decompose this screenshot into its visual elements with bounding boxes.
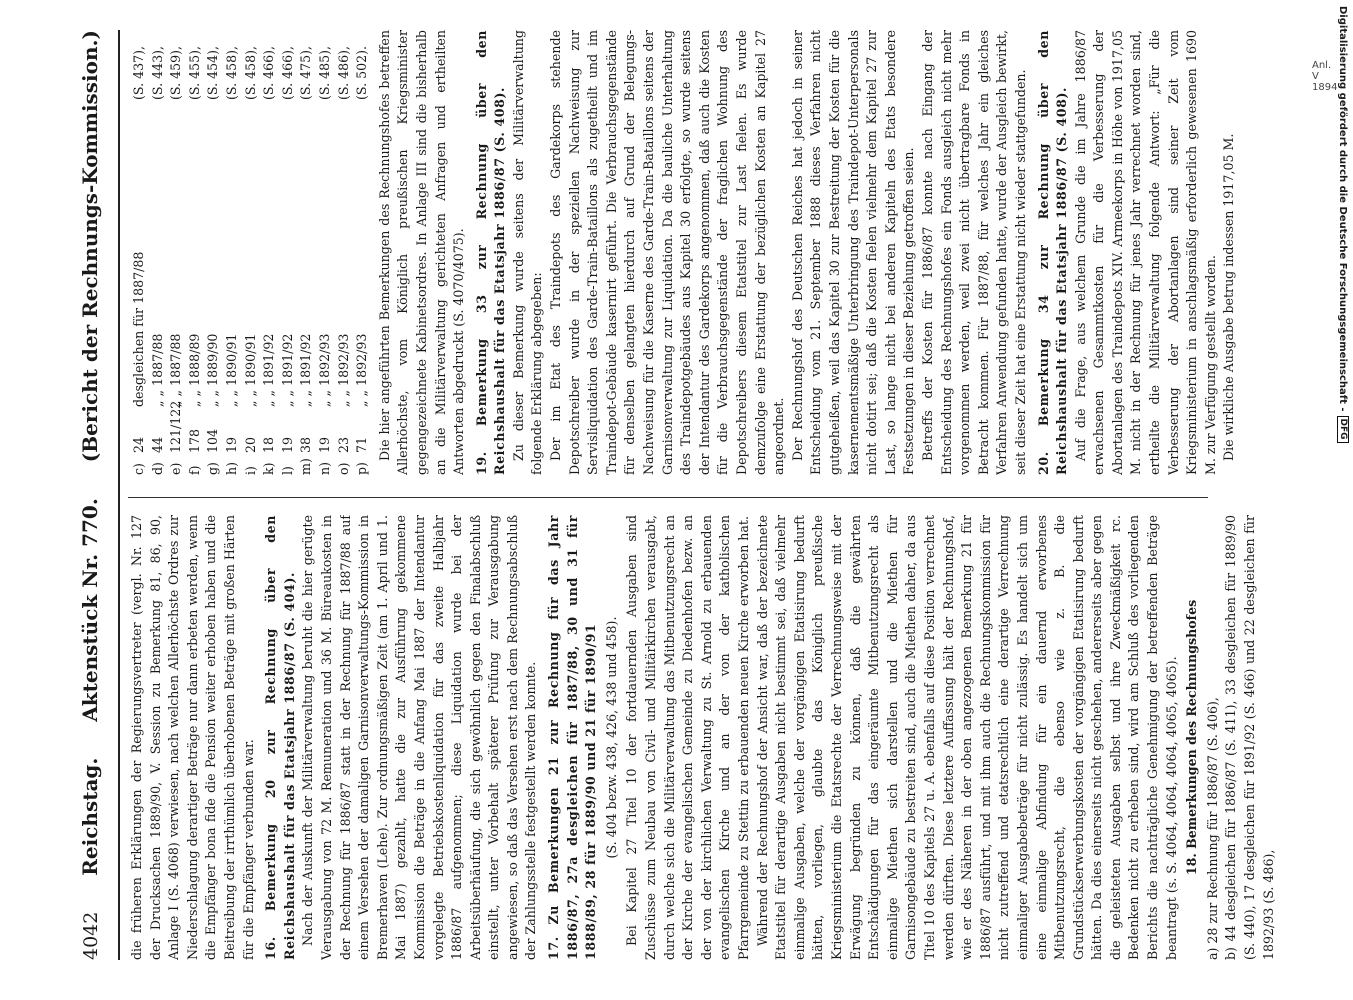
item-page: (S. 485),	[316, 45, 332, 100]
paragraph: die früheren Erklärungen der Regierungsvertreter (vergl. Nr. 127 der Drucksachen 1889/90, V. Session zu Bemerkung 81, 86, 90, Anlage I (S. 4068) verwiesen, nach welchen Allerhöchste Ordres zur Niederschlagung derartiger Beträge nur dann erbeten werden, wenn die Empfänger bona fide die Pension weiter erhoben haben und die Beitreibung der irrthümlich überhobenen Beträge mit großen Härten für die Empfänger verbunden war.	[129, 515, 256, 960]
reference-list-item	[167, 30, 186, 475]
paragraph: Nach der Auskunft der Militärverwaltung beruht die hier gerügte Verausgabung von 72 M. Remuneration und 36 M. Büreaukosten in der Rechnung für 1886/87 statt in der Rechnung für 1887/88 auf einem Versehen der damaligen Garnisonverwaltungs-Kommission in Bremerhaven (Lehe). Zur ordnungsmäßigen Zeit (am 1. April und 1. Mai 1887) gezahlt, hatte die zur Ausführung gekommene Kommission die Beträge in die Anfang Mai 1887 der Intendantur vorgelegte Betriebskostenliquidation für das zweite Halbjahr 1886/87 aufgenommen; diese Liquidation wurde bei der Arbeitsüberhäufung, die sich gewöhnlich gegen den Finalabschluß einstellt, unter Vorbehalt späterer Prüfung zur Verausgabung angewiesen, so daß das Versehen erst nach dem Rechnungsabschluß der Zahlungsstelle festgestellt werden konnte.	[300, 515, 539, 960]
item-number: 104	[205, 428, 221, 453]
page-header	[78, 30, 118, 960]
digitization-credit-text	[1336, 6, 1350, 998]
column-divider	[128, 497, 1208, 498]
paragraph: Der im Etat des Traindepots des Gardekorps stehende Depotschreiber wurde in der speziellen Nachweisung zur Servisliquidation des Garde-Train-Bataillons als zugetheilt und im Traindepot-Gebäude kasernirt geführt. Die Verbrauchsgegenstände für denselben gelangten hierdurch auf Grund der Belegungs-Nachweisung für die Kaserne des Garde-Train-Bataillons seitens der Garnisonverwaltung zur Liquidation. Da die bauliche Unterhaltung des Traindepotgebäudes aus Kapitel 30 erfolgte, so wurde seitens der Intendantur des Gardekorps angenommen, daß auch die Kosten für die Verbrauchsgegenstände der fraglichen Wohnung des Depotschreibers diesem Etatstitel zur Last fielen. Es wurde demzufolge eine Erstattung der bezüglichen Kosten an Kapitel 27 angeordnet.	[548, 30, 787, 475]
item-page: (S. 437),	[131, 45, 146, 100]
item-page: (S. 466),	[279, 45, 295, 100]
heading-text: 18. Bemerkungen des Rechnungshofes	[1184, 599, 1200, 876]
paragraph: Die wirkliche Ausgabe betrug indessen 1917,05 M.	[1221, 133, 1237, 461]
item-text: „ „ 1887/88	[149, 333, 165, 407]
heading-text: 17. Zu Bemerkungen 21 zur Rechnung für das Jahr 1886/87, 27a desgleichen für 1887/88, 30 und 31 für 1888/89, 28 für 1889/90 und 21 für 1890/91	[546, 515, 599, 960]
paragraph: Zu dieser Bemerkung wurde seitens der Militärverwaltung folgende Erklärung abgegeben:	[510, 30, 545, 475]
item-letter: l)	[279, 466, 295, 475]
item-letter: m)	[298, 458, 314, 475]
list-item: b) 44 desgleichen für 1886/87 (S. 411), 33 desgleichen für 1889/90 (S. 440), 17 desgleichen für 1891/92 (S. 466) und 22 desgleichen für 1892/93 (S. 486),	[1223, 515, 1276, 960]
item-letter: f)	[186, 465, 202, 475]
item-number: 38	[298, 436, 314, 453]
heading-text: 16. Bemerkung 20 zur Rechnung über den Reichshaushalt für das Etatsjahr 1886/87 (S. 404).	[263, 515, 297, 960]
item-page: (S. 475),	[298, 45, 314, 100]
page-number: 4042	[80, 911, 102, 960]
item-number: 19	[316, 436, 332, 453]
reference-list-item	[223, 30, 242, 475]
item-letter: o)	[335, 462, 351, 475]
item-page: (S. 466),	[261, 45, 277, 100]
item-text: „ „ 1892/93	[335, 333, 351, 407]
item-number: 19	[279, 436, 295, 453]
section-heading-16	[262, 515, 299, 960]
section-heading-19	[473, 30, 510, 475]
section-heading-18	[1183, 515, 1202, 960]
references: (S. 404 bezw. 438, 426, 438 und 458).	[603, 616, 619, 859]
document-number: Aktenstück Nr. 770.	[78, 498, 102, 722]
item-page: (S. 458),	[223, 45, 239, 100]
item-letter: e)	[168, 462, 184, 475]
reference-list-item	[316, 30, 335, 475]
item-page: (S. 454),	[205, 45, 221, 100]
paragraph: Die hier angeführten Bemerkungen des Rechnungshofes betreffen Allerhöchste, vom Königlich preußischen Kriegsminister gegengezeichnete Kabinetsordres. In Anlage III sind die bisherhalb an die Militärverwaltung gerichteten Anfragen und ertheilten Antworten abgedruckt (S. 4070/4075).	[376, 30, 467, 475]
reference-list	[130, 30, 372, 475]
reference-list-item	[186, 30, 205, 475]
heading-text: 20. Bemerkung 34 zur Rechnung über den Reichshaushalt für das Etatsjahr 1886/87 (S. 408).	[1035, 30, 1070, 475]
heading-text: 19. Bemerkung 33 zur Rechnung über den Reichshaushalt für das Etatsjahr 1886/87 (S. 408).	[473, 30, 508, 475]
header-rule	[118, 30, 120, 960]
item-letter: k)	[261, 462, 277, 475]
section-heading-20	[1035, 30, 1072, 475]
item-page: (S. 486),	[335, 45, 351, 100]
reference-list-item	[297, 30, 316, 475]
item-letter: n)	[316, 461, 332, 475]
right-column	[128, 30, 1278, 475]
item-letter: i)	[242, 466, 258, 475]
section-title: (Bericht der Rechnungs-Kommission.)	[78, 30, 102, 463]
item-text: desgleichen für 1887/88	[131, 251, 146, 407]
item-page: (S. 459),	[168, 45, 184, 100]
item-text: „ „ 1890/91	[223, 333, 239, 407]
item-text: „ „ 1889/90	[205, 333, 221, 407]
item-number: 20	[242, 436, 258, 453]
item-number: 44	[149, 436, 165, 453]
reference-list-item	[130, 30, 149, 475]
item-page: (S. 502).	[354, 45, 370, 100]
publication-title: Reichstag.	[78, 757, 102, 876]
item-text: „ „ 1892/93	[354, 333, 370, 407]
reference-list-item	[149, 30, 168, 475]
reference-list-item	[242, 30, 261, 475]
credit-text: Digitalisierung gefördert durch die Deutsche Forschungsgemeinschaft -	[1337, 6, 1349, 412]
item-letter: d)	[149, 462, 165, 475]
item-number: 19	[223, 436, 239, 453]
item-number: 178	[186, 428, 202, 453]
item-page: (S. 458),	[242, 45, 258, 100]
list-item: a) 28 zur Rechnung für 1886/87 (S. 406),	[1204, 697, 1220, 960]
reference-list-item	[279, 30, 298, 475]
item-number: 18	[261, 436, 277, 453]
paragraph: Der Rechnungshof des Deutschen Reiches hat jedoch in seiner Entscheidung vom 21. September 1888 dieses Verfahren nicht gutgeheißen, weil das Kapitel 30 zur Bestreitung der Kosten für die kasernementsmäßige Unterbringung des Traindepot-Unterpersonals nicht dotirt sei; daß die Kosten fielen vielmehr dem Kapitel 27 zur Last, so lange nicht bei anderen Kapiteln des Etats besondere Festsetzungen in dieser Beziehung getroffen seien.	[789, 30, 917, 475]
item-text: „ „ 1891/92	[261, 333, 277, 407]
item-text: „ „ 1890/91	[242, 333, 258, 407]
item-number: 24	[131, 436, 146, 453]
item-page: (S. 443),	[149, 45, 165, 100]
paragraph: Bei Kapitel 27 Titel 10 der fortdauernden Ausgaben sind Zuschüsse zum Neubau von Civil- und Militärkirchen verausgabt, durch welche sich die Militärverwaltung das Mitbenutzungsrecht an der Kirche der evangelischen Gemeinde zu Diedenhofen bezw. an der von der kirchlichen Verwaltung zu St. Arnold zu erbauenden evangelischen Kirche und an der von der katholischen Pfarrgemeinde zu Stettin zu erbauenden neuen Kirche erworben hat.	[624, 515, 751, 960]
margin-annotation: Anl. V 1894	[1312, 60, 1338, 93]
paragraph: Auf die Frage, aus welchem Grunde die im Jahre 1886/87 erwachsenen Gesammtkosten für die Verbesserung der Abortanlagen des Traindepots XIV. Armeekorps in Höhe von 1917,05 M. nicht in der Rechnung für jenes Jahr verrechnet worden sind, ertheilte die Militärverwaltung folgende Antwort: „Für die Verbesserung der Abortanlagen sind seiner Zeit vom Kriegsministerium in anschlagsmäßig erforderlich gewesenen 1690 M. zur Verfügung gestellt worden.	[1072, 30, 1218, 475]
reference-list-item	[353, 30, 372, 475]
item-number: 71	[354, 436, 370, 453]
item-text: „ „ 1888/89	[186, 333, 202, 407]
item-text: „ „ 1891/92	[298, 333, 314, 407]
item-letter: g)	[205, 462, 221, 475]
left-column	[128, 515, 1278, 960]
item-letter: c)	[131, 463, 146, 475]
paragraph: Betreffs der Kosten für 1886/87 konnte nach Eingang der Entscheidung des Rechnungshofes ein Fonds ausgleich nicht mehr vorgenommen werden, weil zwei nicht übertragbare Fonds in Betracht kommen. Für 1887/88, für welches Jahr ein gleiches Verfahren Anwendung gefunden hatte, wurde der Ausgleich bewirkt, seit dieser Zeit hat eine Erstattung nicht wieder stattgefunden.	[919, 30, 1028, 475]
item-number: 121/122	[168, 400, 184, 453]
section-heading-17	[545, 515, 601, 960]
paragraph: Während der Rechnungshof der Ansicht war, daß der bezeichnete Etatstitel für derartige Ausgaben nicht bestimmt sei, daß vielmehr einmalige Ausgaben, welche der vorgängigen Etatisirung bedurft hätten, vorliegen, glaubte das Königlich preußische Kriegsministerium die Etatsrechte der Verrechnungsweise mit der Erwägung begründen zu können, daß die gewährten Entschädigungen für das eingeräumte Mitbenutzungsrecht als einmalige Miethen sich darstellen und die Miethen für Garnisongebäude zu bestreiten sind, auch die Miethen daher, da aus Titel 10 des Kapitels 27 u. A. ebenfalls auf diese Position verrechnet werden dürften. Diese letztere Auffassung hält der Rechnungshof, wie er des Näheren in der oben angezogenen Bemerkung 21 für 1886/87 ausführt, und mit ihm auch die Rechnungskommission für nicht zutreffend und etatsrechtlich eine derartige Verrechnung einmaliger Ausgabebeträge für nicht zulässig. Es handelt sich um eine einmalige Abfindung für ein dauernd erworbenes Mitbenutzungsrecht, die ebenso wie z. B. die Grundstückserwerbungskosten der vorgängigen Etatisirung bedurft hätten. Da dies einerseits nicht geschehen, andererseits aber gegen die geleisteten Ausgaben selbst und ihre Zweckmäßigkeit rc. Bedenken nicht zu erheben sind, wird am Schluß des vorliegenden Berichts die nachträgliche Genehmigung der betreffenden Beträge beantragt (s. S. 4064, 4064, 4064, 4065, 4065).	[754, 515, 1179, 960]
item-letter: p)	[354, 462, 370, 475]
item-text: „ „ 1892/93	[316, 333, 332, 407]
item-number: 23	[335, 436, 351, 453]
digitization-credit	[1336, 6, 1350, 998]
reference-list-item	[260, 30, 279, 475]
item-letter: h)	[223, 461, 239, 475]
item-text: „ „ 1891/92	[279, 333, 295, 407]
reference-list-item	[204, 30, 223, 475]
item-page: (S. 455),	[186, 45, 202, 100]
dfg-logo: DFG	[1337, 416, 1349, 443]
reference-list-item	[335, 30, 354, 475]
item-text: „ „ 1887/88	[168, 333, 184, 407]
